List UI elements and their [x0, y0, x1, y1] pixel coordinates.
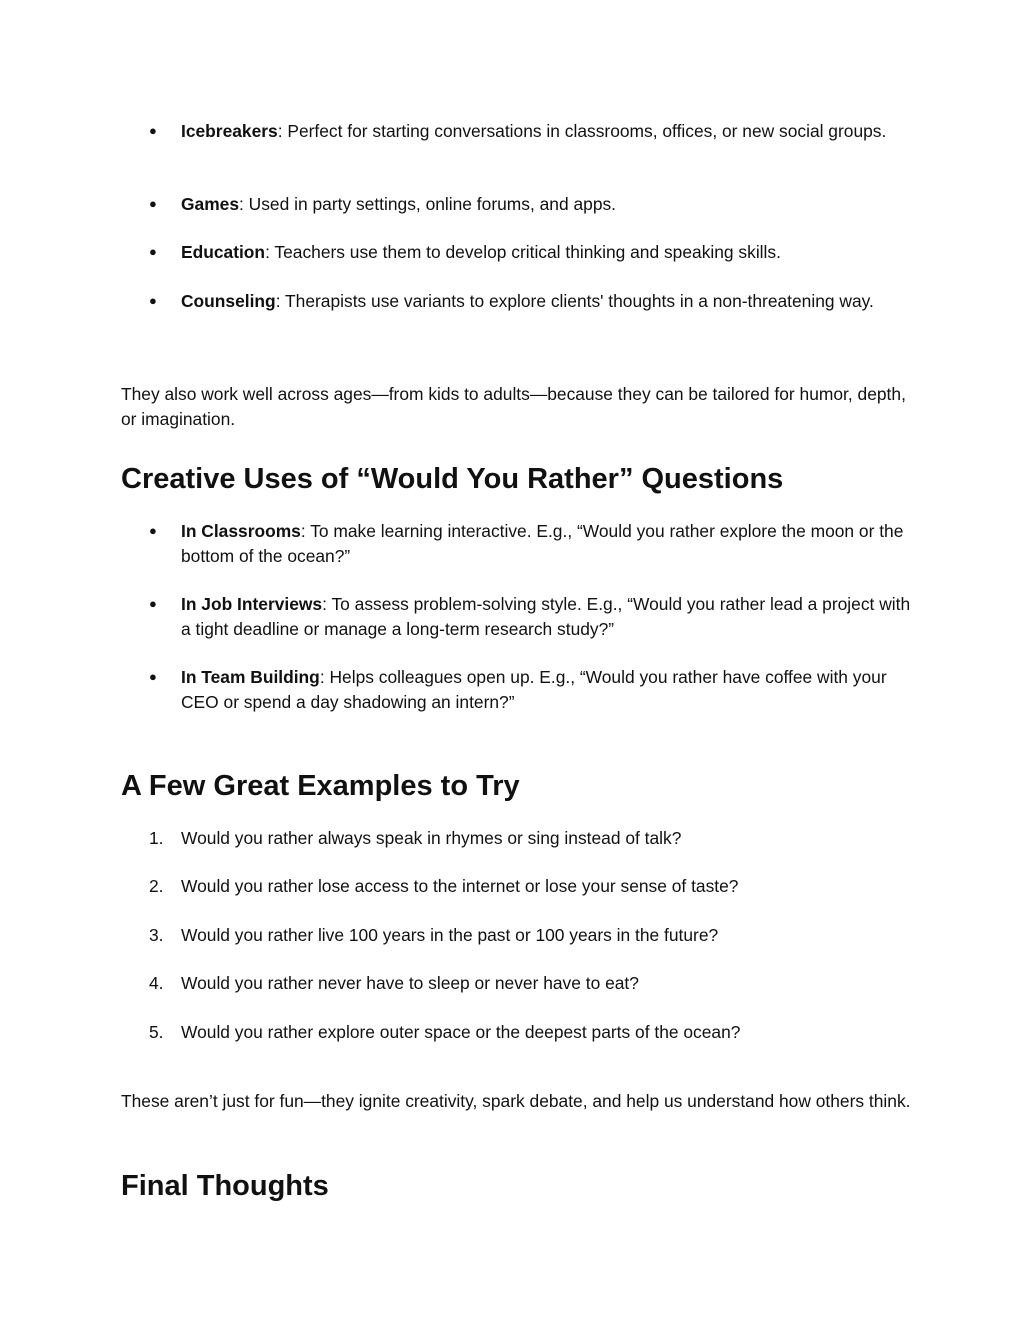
example-text: Would you rather explore outer space or the deepest parts of the ocean? [181, 1022, 741, 1042]
bullet-marker: ● [149, 669, 157, 684]
list-item-term: In Classrooms [181, 521, 301, 541]
list-item-education [121, 240, 911, 265]
list-number: 5. [149, 1022, 164, 1042]
bullet-marker: ● [149, 293, 157, 308]
bullet-marker: ● [149, 596, 157, 611]
example-item-1 [121, 826, 911, 851]
list-item-text: : To assess problem-solving style. E.g., “Would you rather lead a project with a tight deadline or manage a long-term research study?” [181, 594, 911, 639]
paragraph-fun: These aren’t just for fun—they ignite creativity, spark debate, and help us understand how others think. [121, 1091, 911, 1111]
list-item-team-building [121, 665, 911, 714]
bullet-marker: ● [149, 523, 157, 538]
heading-examples: A Few Great Examples to Try [121, 770, 520, 802]
list-number: 3. [149, 925, 164, 945]
list-item-counseling [121, 289, 911, 314]
list-item-term: In Job Interviews [181, 594, 323, 614]
list-item-term: Games [181, 194, 240, 214]
bullet-marker: ● [149, 123, 157, 138]
example-text: Would you rather always speak in rhymes or sing instead of talk? [181, 828, 682, 848]
list-item-text: : To make learning interactive. E.g., “Would you rather explore the moon or the bottom of the ocean?” [181, 521, 904, 566]
bullet-marker: ● [149, 244, 157, 259]
list-number: 4. [149, 973, 164, 993]
list-item-term: Education [181, 242, 266, 262]
bullet-marker: ● [149, 196, 157, 211]
list-item-text: : Used in party settings, online forums, and apps. [239, 194, 617, 214]
list-item-icebreakers [121, 119, 911, 144]
list-item-term: In Team Building [181, 667, 320, 687]
list-item-text: : Teachers use them to develop critical thinking and speaking skills. [265, 242, 781, 262]
heading-final-thoughts: Final Thoughts [121, 1170, 329, 1202]
example-text: Would you rather live 100 years in the past or 100 years in the future? [181, 925, 719, 945]
example-item-5 [121, 1020, 911, 1045]
list-number: 1. [149, 828, 164, 848]
list-item-games [121, 192, 911, 217]
list-item-text: : Therapists use variants to explore clients' thoughts in a non-threatening way. [275, 291, 874, 311]
list-item-term: Icebreakers [181, 121, 278, 141]
list-item-text: : Perfect for starting conversations in classrooms, offices, or new social groups. [277, 121, 887, 141]
list-item-job-interviews [121, 592, 911, 641]
paragraph-ages: They also work well across ages—from kids to adults—because they can be tailored for humor, depth, or imagination. [121, 384, 906, 429]
list-item-term: Counseling [181, 291, 276, 311]
list-item-text: : Helps colleagues open up. E.g., “Would you rather have coffee with your CEO or spend a day shadowing an intern?” [181, 667, 887, 712]
example-text: Would you rather lose access to the internet or lose your sense of taste? [181, 876, 739, 896]
example-item-3 [121, 923, 911, 948]
example-item-4 [121, 971, 911, 996]
example-text: Would you rather never have to sleep or never have to eat? [181, 973, 639, 993]
example-item-2 [121, 874, 911, 899]
heading-creative-uses: Creative Uses of “Would You Rather” Questions [121, 463, 784, 495]
list-item-classrooms [121, 519, 911, 568]
list-number: 2. [149, 876, 164, 896]
